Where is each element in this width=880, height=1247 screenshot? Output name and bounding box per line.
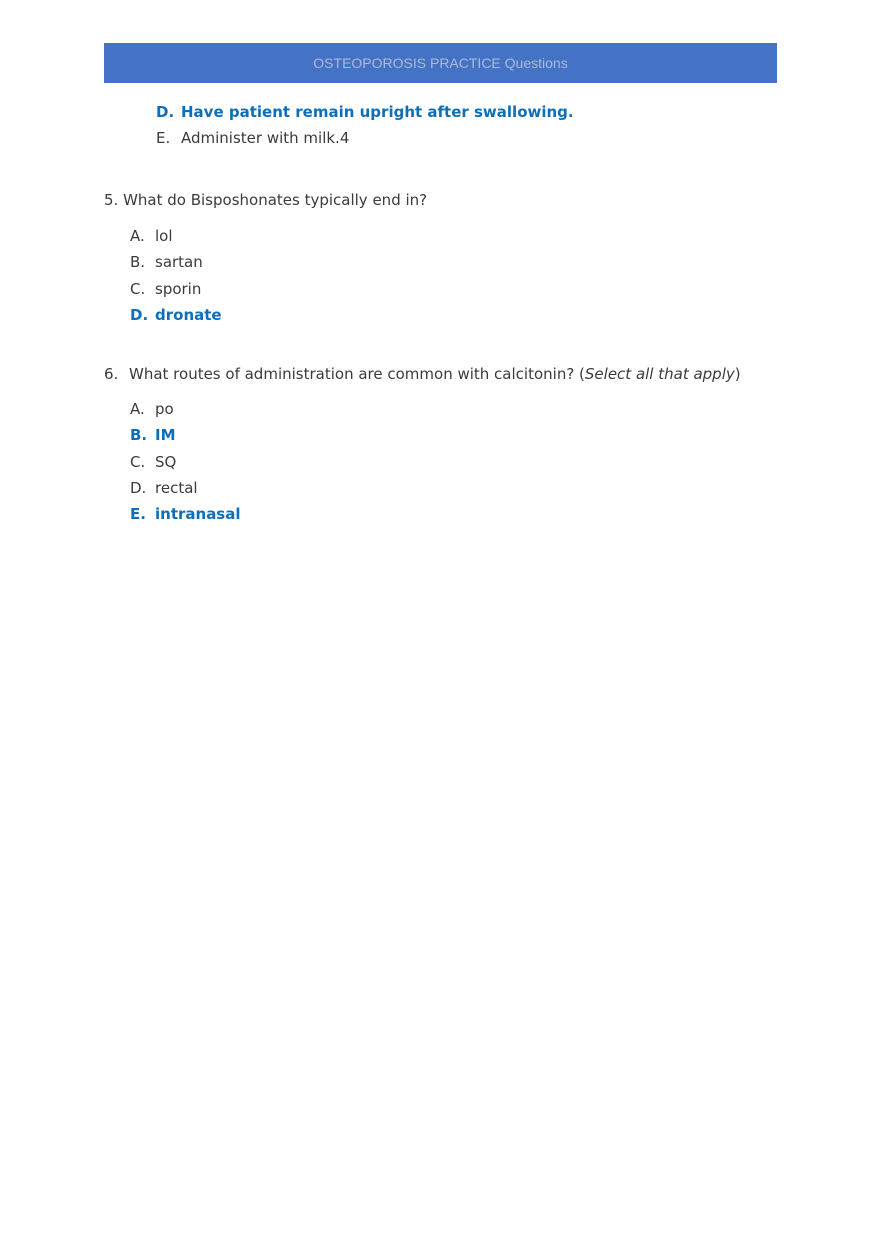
- question-5: 5. What do Bisposhonates typically end in?: [104, 191, 428, 209]
- option-letter: D.: [156, 103, 175, 121]
- option-letter: E.: [156, 129, 171, 147]
- option-text: Administer with milk.4: [181, 129, 350, 147]
- option-letter: B.: [130, 426, 148, 445]
- answer-option: [130, 453, 176, 471]
- option-letter: A.: [130, 400, 145, 418]
- question-6-text: What routes of administration are common with calcitonin? (: [129, 365, 585, 383]
- answer-option: [130, 227, 173, 245]
- option-text: sporin: [155, 279, 202, 298]
- option-letter: D.: [130, 478, 147, 497]
- option-letter: C.: [130, 279, 146, 298]
- answer-option-correct: [130, 306, 222, 324]
- option-text: SQ: [155, 452, 177, 471]
- page-header: [104, 43, 777, 83]
- option-letter: E.: [130, 505, 146, 524]
- option-letter: B.: [130, 253, 146, 272]
- answer-option: [130, 479, 198, 497]
- header-title: OSTEOPOROSIS PRACTICE Questions: [313, 55, 568, 71]
- answer-option-correct: [156, 103, 574, 121]
- answer-option: [130, 253, 203, 271]
- option-letter: D.: [130, 305, 149, 324]
- answer-option: [130, 280, 201, 298]
- answer-option: [156, 129, 349, 147]
- option-text: Have patient remain upright after swallowing.: [181, 103, 574, 121]
- option-text: IM: [155, 426, 176, 445]
- option-text: rectal: [155, 478, 198, 497]
- answer-option: [130, 400, 174, 418]
- answer-option-correct: [130, 505, 241, 523]
- question-6: [104, 365, 741, 383]
- option-letter: A.: [130, 227, 145, 245]
- question-6-close: ): [734, 365, 741, 383]
- option-text: lol: [155, 227, 173, 245]
- option-text: intranasal: [155, 505, 241, 524]
- option-text: dronate: [155, 305, 222, 324]
- option-text: sartan: [155, 253, 203, 272]
- option-text: po: [155, 400, 174, 418]
- question-6-number: 6.: [104, 365, 119, 383]
- answer-option-correct: [130, 426, 176, 444]
- question-6-hint: Select all that apply: [584, 365, 735, 383]
- option-letter: C.: [130, 452, 146, 471]
